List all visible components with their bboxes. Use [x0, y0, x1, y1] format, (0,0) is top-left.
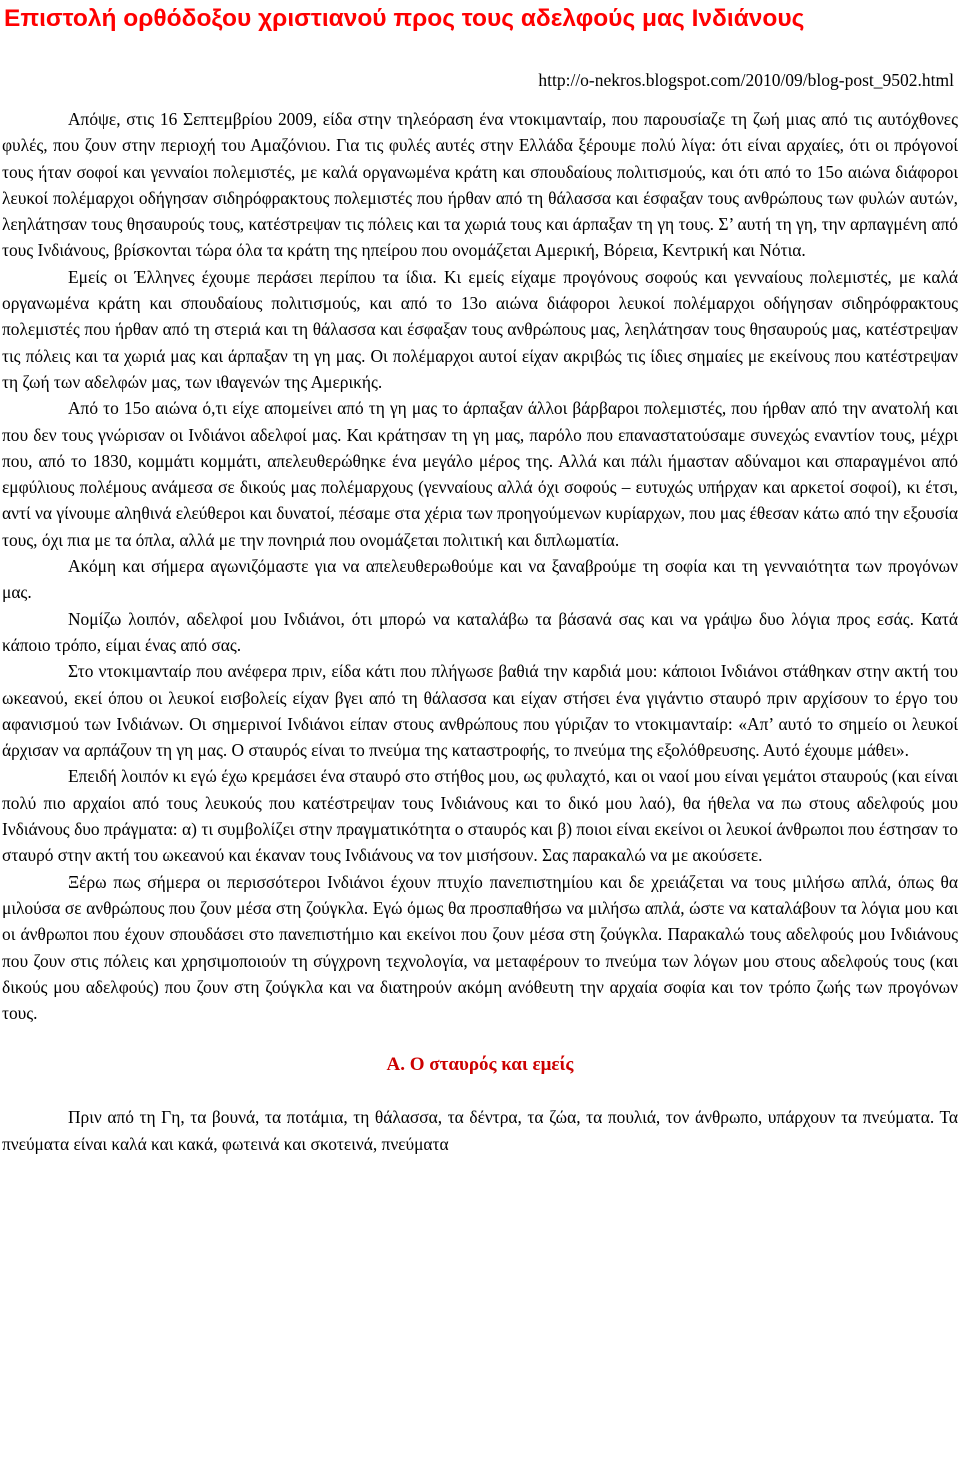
paragraph: Απόψε, στις 16 Σεπτεμβρίου 2009, είδα στην τηλεόραση ένα ντοκιμανταίρ, που παρουσίαζε τη ζωή μιας από τις αυτόχθονες φυλές, που ζουν στην περιοχή του Αμαζόνιου. Για τις φυλές αυτές στην Ελλάδα ξέρουμε πολύ λίγα: ότι είναι αρχαίες, ότι οι πρόγονοί τους ήταν σοφοί και γενναίοι πολεμιστές, με καλά οργανωμένα κράτη και σπουδαίους πολιτισμούς, και ότι από το 15ο αιώνα διάφοροι λευκοί πολέμαρχοι οδήγησαν σιδηρόφρακτους πολεμιστές που ήρθαν από τη θάλασσα και έσφαξαν τους ανθρώπους των φυλών αυτών, λεηλάτησαν τους θησαυρούς τους, κατέστρεψαν τις πόλεις και τα χωριά τους και άρπαξαν τη γη τους. Σ’ αυτή τη γη, την αρπαγμένη από τους Ινδιάνους, βρίσκονται τώρα όλα τα κράτη της ηπείρου που ονομάζεται Αμερική, Βόρεια, Κεντρική και Νότια.: [2, 109, 958, 261]
paragraph: Ξέρω πως σήμερα οι περισσότεροι Ινδιάνοι έχουν πτυχίο πανεπιστημίου και δε χρειάζεται να τους μιλήσω απλά, όπως θα μιλούσα σε ανθρώπους που ζουν μέσα στη ζούγκλα. Εγώ όμως θα προσπαθήσω να μιλήσω απλά, ώστε να καταλάβουν τα λόγια μου και οι άνθρωποι που έχουν σπουδάσει στο πανεπιστήμιο και εκείνοι που ζουν μέσα στη ζούγκλα. Παρακαλώ τους αδελφούς μου Ινδιάνους που ζουν στις πόλεις και χρησιμοποιούν τη σύγχρονη τεχνολογία, να μεταφέρουν το πνεύμα των λόγων μου στους αδελφούς τους (και δικούς μου αδελφούς) που ζουν στη ζούγκλα και να διατηρούν ακόμη ανόθευτη την αρχαία σοφία και τον τρόπο ζωής των προγόνων τους.: [2, 871, 958, 1024]
source-link[interactable]: http://o-nekros.blogspot.com/2010/09/blog-post_9502.html: [538, 70, 954, 90]
document-title: Επιστολή ορθόδοξου χριστιανού προς τους αδελφούς μας Ινδιάνους: [4, 5, 805, 32]
paragraph: Εμείς οι Έλληνες έχουμε περάσει περίπου τα ίδια. Κι εμείς είχαμε προγόνους σοφούς και γενναίους πολεμιστές, με καλά οργανωμένα κράτη και σπουδαίους πολιτισμούς, και από το 13ο αιώνα διάφοροι λευκοί πολέμαρχοι οδήγησαν σιδηρόφρακτους πολεμιστές που ήρθαν από τη στεριά και τη θάλασσα και έσφαξαν τους ανθρώπους μας, λεηλάτησαν τους θησαυρούς μας, κατέστρεψαν τις πόλεις και τα χωριά μας και άρπαξαν τη γη μας. Οι πολέμαρχοι αυτοί είχαν ακριβώς τις ίδιες σημαίες με εκείνους που κατέστρεψαν τη ζωή των αδελφών μας, των ιθαγενών της Αμερικής.: [2, 266, 958, 392]
paragraph: Επειδή λοιπόν κι εγώ έχω κρεμάσει ένα σταυρό στο στήθος μου, ως φυλαχτό, και οι ναοί μου είναι γεμάτοι σταυρούς (και είναι πολύ πιο αρχαίοι από τους λευκούς που κατέστρεψαν τους Ινδιάνους και το δικό μου λαό), θα ήθελα να πω στους αδελφούς μου Ινδιάνους δυο πράγματα: α) τι συμβολίζει στην πραγματικότητα ο σταυρός και β) ποιοι είναι εκείνοι οι λευκοί άνθρωποι που έστησαν το σταυρό στην ακτή του ωκεανού και έκαναν τους Ινδιάνους να τον μισήσουν. Σας παρακαλώ να με ακούσετε.: [2, 766, 958, 866]
section-heading: Α. Ο σταυρός και εμείς: [386, 1054, 574, 1076]
paragraph: Στο ντοκιμανταίρ που ανέφερα πριν, είδα κάτι που πλήγωσε βαθιά την καρδιά μου: κάποιοι Ινδιάνοι στάθηκαν στην ακτή του ωκεανού, εκεί όπου οι λευκοί εισβολείς είχαν βγει από τη θάλασσα και είχαν στήσει ένα γιγάντιο σταυρό πριν αρχίσουν το έργο του αφανισμού των Ινδιάνων. Οι σημερινοί Ινδιάνοι είπαν στους ανθρώπους που γύριζαν το ντοκιμανταίρ: «Απ’ αυτό το σημείο οι λευκοί άρχισαν να αρπάζουν τη γη μας. Ο σταυρός είναι το πνεύμα της καταστροφής, το πνεύμα της εξολόθρευσης. Αυτό έχουμε μάθει».: [2, 661, 958, 761]
document-body: [0, 106, 960, 1157]
paragraph: Ακόμη και σήμερα αγωνιζόμαστε για να απελευθερωθούμε και να ξαναβρούμε τη σοφία και τη γενναιότητα των προγόνων μας.: [2, 556, 958, 603]
paragraph: Νομίζω λοιπόν, αδελφοί μου Ινδιάνοι, ότι μπορώ να καταλάβω τα βάσανά σας και να γράψω δυο λόγια προς εσάς. Κατά κάποιο τρόπο, είμαι ένας από σας.: [2, 608, 958, 655]
paragraph: Από το 15ο αιώνα ό,τι είχε απομείνει από τη γη μας το άρπαξαν άλλοι βάρβαροι πολεμιστές, που ήρθαν από την ανατολή και που δεν τους γνώρισαν οι Ινδιάνοι αδελφοί μας. Και κράτησαν τη γη μας, παρόλο που επαναστατούσαμε συνεχώς εναντίον τους, μέχρι που, από το 1830, κομμάτι κομμάτι, απελευθερώθηκε ένα μεγάλο μέρος της. Αλλά και πάλι ήμασταν αδύναμοι και σπαραγμένοι από εμφύλιους πολέμους ανάμεσα σε δικούς μας πολέμαρχους (γενναίους αλλά όχι σοφούς – ευτυχώς υπήρχαν και αρκετοί σοφοί), κι έτσι, αντί να γίνουμε αληθινά ελεύθεροι και δυνατοί, πέσαμε στα χέρια των προηγούμενων κυρίαρχων, που μας έθεσαν κάτω από την εξουσία τους, όχι πια με τα όπλα, αλλά με την πονηριά που ονομάζεται πολιτική και διπλωματία.: [2, 398, 958, 550]
paragraph: Πριν από τη Γη, τα βουνά, τα ποτάμια, τη θάλασσα, τα δέντρα, τα ζώα, τα πουλιά, τον άνθρωπο, υπάρχουν τα πνεύματα. Τα πνεύματα είναι καλά και κακά, φωτεινά και σκοτεινά, πνεύματα: [2, 1107, 958, 1154]
